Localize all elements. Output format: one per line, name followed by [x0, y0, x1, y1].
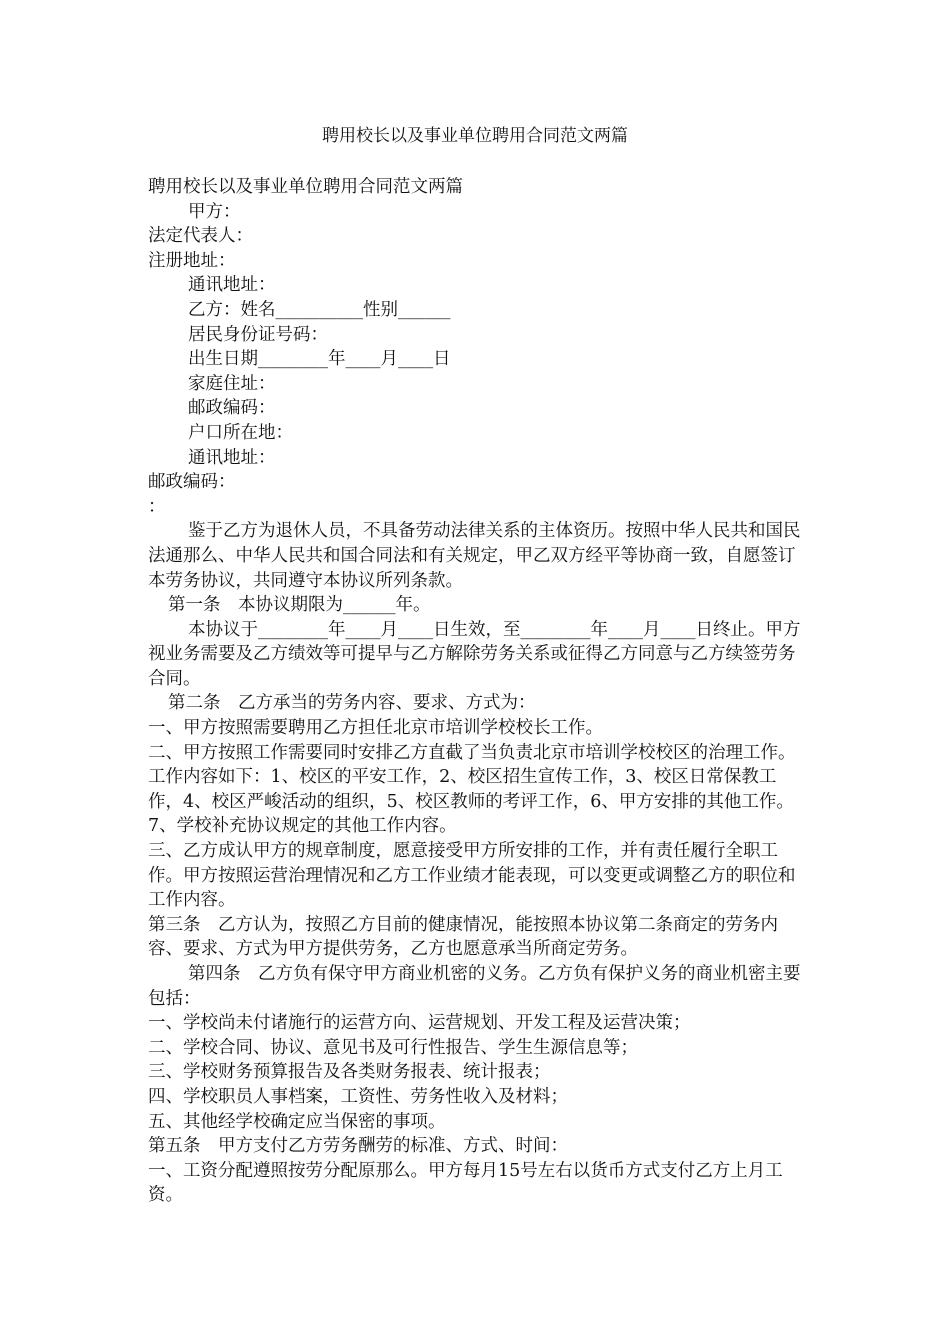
document-paragraph: 五、其他经学校确定应当保密的事项。	[148, 1111, 446, 1132]
document-paragraph: 二、学校合同、协议、意见书及可行性报告、学生生源信息等；	[148, 1037, 638, 1058]
document-paragraph: 乙方：姓名__________性别______	[188, 299, 451, 320]
document-paragraph: 一、学校尚未付诸施行的运营方向、运营规划、开发工程及运营决策；	[148, 1013, 691, 1034]
document-paragraph: 鉴于乙方为退休人员，不具备劳动法律关系的主体资历。按照中华人民共和国民法通那么、中华人民共和国合同法和有关规定，甲乙双方经平等协商一致，自愿签订本劳务协议，共同遵守本协议所列条款。	[148, 521, 801, 591]
document-paragraph: 甲方：	[188, 201, 241, 222]
document-paragraph: ：	[148, 496, 166, 517]
document-paragraph: 二、甲方按照工作需要同时安排乙方直截了当负责北京市培训学校校区的治理工作。工作内容如下：1、校区的平安工作，2、校区招生宣传工作，3、校区日常保教工作，4、校区严峻活动的组织，5、校区教师的考评工作，6、甲方安排的其他工作。7、学校补充协议规定的其他工作内容。	[148, 742, 796, 837]
document-paragraph: 本协议于________年____月____日生效，至________年____月____日终止。甲方视业务需要及乙方绩效等可提早与乙方解除劳务关系或征得乙方同意与乙方续签劳务合同。	[148, 619, 801, 689]
document-paragraph: 出生日期________年____月____日	[188, 349, 451, 370]
document-paragraph: 户口所在地：	[188, 422, 293, 443]
document-paragraph: 一、工资分配遵照按劳分配原那么。甲方每月15号左右以货币方式支付乙方上月工资。	[148, 1160, 783, 1206]
document-paragraph: 邮政编码：	[148, 472, 236, 493]
document-paragraph: 注册地址：	[148, 250, 236, 271]
document-paragraph: 第三条 乙方认为，按照乙方目前的健康情况，能按照本协议第二条商定的劳务内容、要求、方式为甲方提供劳务，乙方也愿意承当所商定劳务。	[148, 914, 778, 960]
document-paragraph: 第一条 本协议期限为______年。	[168, 595, 431, 616]
document-paragraph: 居民身份证号码：	[188, 324, 328, 345]
document-paragraph: 一、甲方按照需要聘用乙方担任北京市培训学校校长工作。	[148, 718, 603, 739]
document-paragraph: 法定代表人：	[148, 226, 253, 247]
document-paragraph: 四、学校职员人事档案，工资性、劳务性收入及材料；	[148, 1086, 568, 1107]
document-paragraph: 第二条 乙方承当的劳务内容、要求、方式为：	[168, 693, 536, 714]
document-paragraph: 三、学校财务预算报告及各类财务报表、统计报表；	[148, 1062, 551, 1083]
document-paragraph: 第五条 甲方支付乙方劳务酬劳的标准、方式、时间：	[148, 1136, 568, 1157]
document-paragraph: 通讯地址：	[188, 447, 276, 468]
document-paragraph: 聘用校长以及事业单位聘用合同范文两篇	[148, 177, 463, 197]
document-paragraph: 邮政编码：	[188, 398, 276, 419]
document-paragraph: 三、乙方成认甲方的规章制度，愿意接受甲方所安排的工作，并有责任履行全职工作。甲方按照运营治理情况和乙方工作业绩才能表现，可以变更或调整乙方的职位和工作内容。	[148, 841, 796, 911]
page-title: 聘用校长以及事业单位聘用合同范文两篇	[322, 126, 628, 146]
document-paragraph: 第四条 乙方负有保守甲方商业机密的义务。乙方负有保护义务的商业机密主要包括：	[148, 964, 801, 1009]
document-paragraph: 家庭住址：	[188, 373, 276, 394]
document-body	[148, 175, 808, 1208]
document-paragraph: 通讯地址：	[188, 275, 276, 296]
